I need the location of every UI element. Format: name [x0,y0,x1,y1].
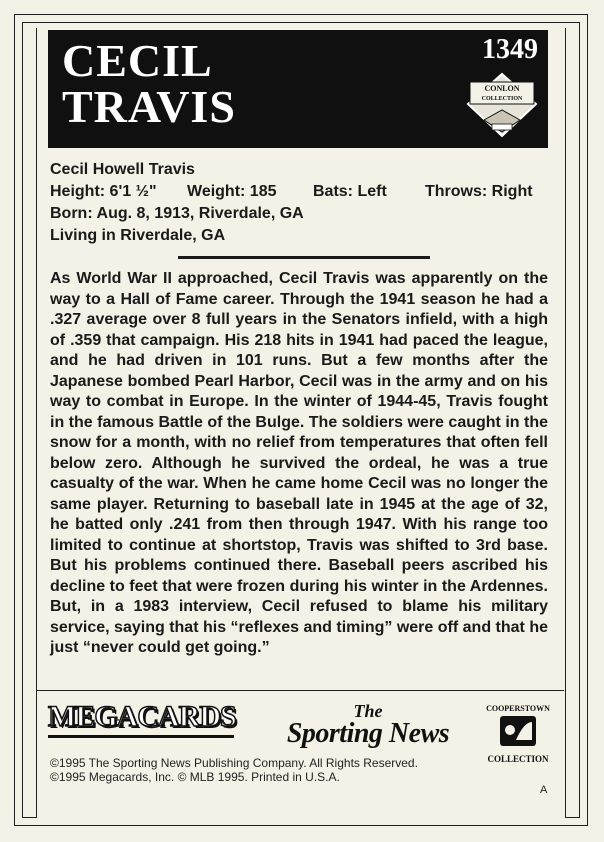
conlon-logo-line1: CONLON [484,84,520,93]
megacards-logo: MEGACARDS [48,700,236,733]
throws-stat: Throws: Right [425,183,533,200]
cooperstown-collection-logo [486,700,550,774]
sporting-news-the: The [353,701,383,721]
conlon-collection-logo [462,68,542,142]
player-last-name: TRAVIS [62,81,236,132]
coop-logo-line1: COOPERSTOWN [486,704,550,713]
variant-letter: A [540,784,548,796]
weight-stat: Weight: 185 [187,183,277,200]
copyright-notice [50,756,418,784]
full-name: Cecil Howell Travis [50,161,195,178]
card-number: 1349 [482,34,538,65]
player-bio [50,159,550,247]
sporting-news-title: Sporting News [286,718,450,749]
footer-divider [36,690,564,691]
section-divider [178,256,430,259]
career-story: As World War II approached, Cecil Travis was apparently on the way to a Hall of Fame career. Through the 1941 season he had a .327 average over 8 full years in the Senators infield, with a high of .359 that campaign. His 218 hits in 1941 had paced the league, and he had driven in 101 runs. But a few months after the Japanese bombed Pearl Harbor, Cecil was in the army and on his way to combat in Europe. In the winter of 1944-45, Travis fought in the famous Battle of the Bulge. The soldiers were caught in the snow for a month, with no relief from temperatures that often fell below zero. Although he survived the ordeal, he was a true casualty of the war. When he came home Cecil was no longer the same player. Returning to baseball late in 1945 at the age of 32, he batted only .241 from then through 1947. With his range too limited to continue at shortstop, Travis was shifted to 3rd base. But his problems continued there. Baseball peers ascribed his decline to feet that were frozen during his winter in the Ardennes. But, in a 1983 interview, Cecil refused to blame his military service, saying that his “reflexes and timing” were off and that he just “never could get going.” [50,270,548,656]
bats-stat: Bats: Left [313,183,387,200]
height-stat: Height: 6'1 ½" [50,183,157,200]
megacards-logo-underline [48,735,234,738]
player-first-name: CECIL [62,35,213,86]
player-name [62,35,236,132]
conlon-logo-line2: COLLECTION [481,96,523,102]
copyright-line-2: ©1995 Megacards, Inc. © MLB 1995. Printed in U.S.A. [50,770,340,784]
copyright-line-1: ©1995 The Sporting News Publishing Company. All Rights Reserved. [50,756,418,770]
residence-info: Living in Riverdale, GA [50,227,226,244]
born-info: Born: Aug. 8, 1913, Riverdale, GA [50,205,304,222]
coop-logo-line2: COLLECTION [487,754,549,764]
sporting-news-logo [268,702,468,748]
name-header [48,30,548,148]
